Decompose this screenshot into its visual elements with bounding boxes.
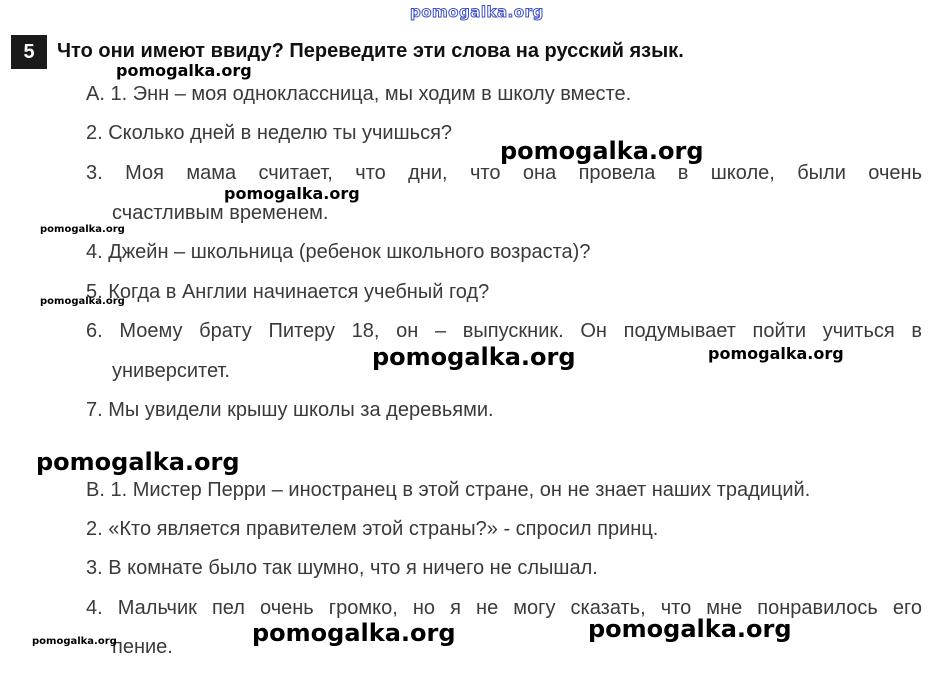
watermark: pomogalka.org [708,344,844,363]
watermark: pomogalka.org [32,636,117,647]
section-b-line-4: 4. Мальчик пел очень громко, но я не могу сказать, что мне понравилось его [86,597,922,619]
exercise-title: Что они имеют ввиду? Переведите эти слова на русский язык. [57,40,684,62]
watermark: pomogalka.org [36,448,240,476]
watermark: pomogalka.org [588,615,792,643]
exercise-number-badge: 5 [11,35,47,69]
section-a-line-6-cont: университет. [112,360,230,382]
watermark: pomogalka.org [372,343,576,371]
section-a-line-2: 2. Сколько дней в неделю ты учишься? [86,122,453,144]
section-a-line-6: 6. Моему брату Питеру 18, он – выпускник. Он подумывает пойти учиться в [86,320,922,342]
header-watermark: pomogalka.org [410,3,544,21]
watermark: pomogalka.org [224,184,360,203]
watermark: pomogalka.org [500,137,704,165]
section-a-line-5: 5. Когда в Англии начинается учебный год? [86,281,490,303]
section-a-line-7: 7. Мы увидели крышу школы за деревьями. [86,399,494,421]
section-a-line-3-cont: счастливым временем. [112,202,329,224]
section-a-line-4: 4. Джейн – школьница (ребенок школьного возраста)? [86,241,591,263]
watermark: pomogalka.org [252,619,456,647]
watermark: pomogalka.org [40,296,125,307]
section-a-line-1: A. 1. Энн – моя одноклассница, мы ходим в школу вместе. [86,83,632,105]
section-b-line-4-cont: пение. [112,636,173,658]
watermark: pomogalka.org [40,224,125,235]
section-b-line-3: 3. В комнате было так шумно, что я ничего не слышал. [86,557,598,579]
section-b-line-2: 2. «Кто является правителем этой страны?» - спросил принц. [86,518,659,540]
section-b-line-1: B. 1. Мистер Перри – иностранец в этой стране, он не знает наших традиций. [86,479,811,501]
watermark: pomogalka.org [116,61,252,80]
section-a-line-3: 3. Моя мама считает, что дни, что она провела в школе, были очень [86,162,922,184]
